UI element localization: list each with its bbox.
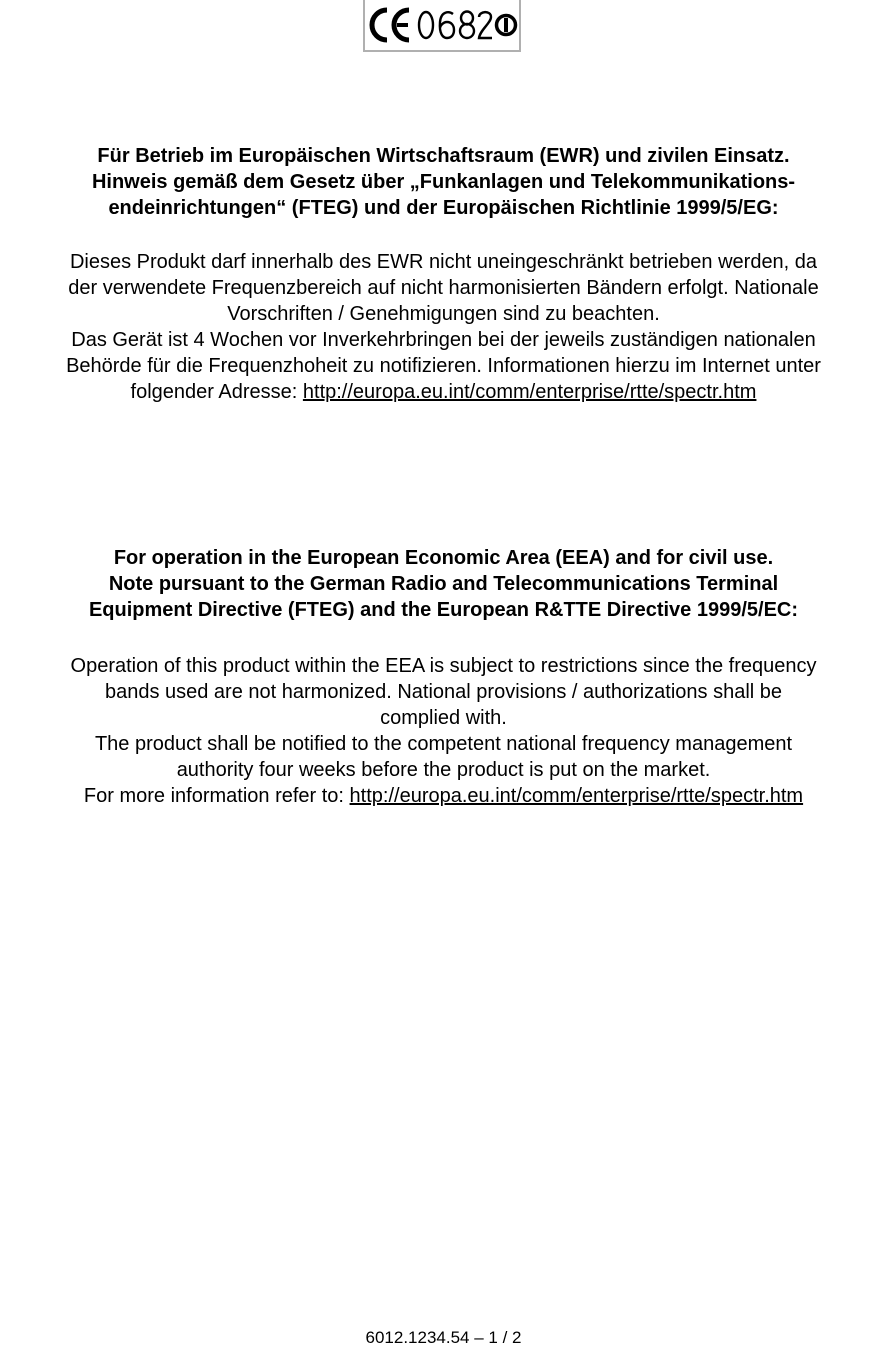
english-body-line: Operation of this product within the EEA is subject to restrictions since the frequency	[70, 655, 817, 677]
english-heading	[0, 545, 887, 623]
german-heading-line: Für Betrieb im Europäischen Wirtschaftsraum (EWR) und zivilen Einsatz.	[97, 145, 790, 167]
english-body	[0, 653, 887, 809]
ce-mark-icon	[365, 0, 519, 50]
english-address-prefix: For more information refer to:	[83, 785, 350, 807]
english-body-line: bands used are not harmonized. National provisions / authorizations shall be	[104, 681, 783, 703]
english-body-line: The product shall be notified to the competent national frequency management	[94, 733, 793, 755]
german-heading-line: Hinweis gemäß dem Gesetz über „Funkanlagen und Telekommunikations-	[91, 171, 796, 193]
english-body-line: complied with.	[380, 707, 507, 729]
ce-mark-logo	[363, 0, 521, 52]
german-body	[0, 249, 887, 405]
german-address-line	[0, 379, 887, 405]
document-number-footer: 6012.1234.54 – 1 / 2	[365, 1328, 522, 1347]
english-address-line	[0, 783, 887, 809]
german-body-line: der verwendete Frequenzbereich auf nicht harmonisierten Bändern erfolgt. Nationale	[68, 277, 819, 299]
german-heading	[0, 143, 887, 221]
german-address-prefix: folgender Adresse:	[130, 381, 303, 403]
english-heading-line: For operation in the European Economic Area (EEA) and for civil use.	[113, 547, 774, 569]
german-body-line: Das Gerät ist 4 Wochen vor Inverkehrbringen bei der jeweils zuständigen nationalen	[71, 329, 816, 351]
english-heading-line: Note pursuant to the German Radio and Telecommunications Terminal	[108, 573, 779, 595]
german-body-line: Behörde für die Frequenzhoheit zu notifizieren. Informationen hierzu im Internet unter	[66, 355, 821, 377]
english-heading-line: Equipment Directive (FTEG) and the European R&TTE Directive 1999/5/EC:	[88, 599, 799, 621]
german-heading-line: endeinrichtungen“ (FTEG) und der Europäischen Richtlinie 1999/5/EG:	[108, 197, 779, 219]
english-body-line: authority four weeks before the product is put on the market.	[176, 759, 711, 781]
german-spectrum-link[interactable]: http://europa.eu.int/comm/enterprise/rtte/spectr.htm	[302, 381, 757, 403]
german-body-line: Dieses Produkt darf innerhalb des EWR nicht uneingeschränkt betrieben werden, da	[69, 251, 818, 273]
english-spectrum-link[interactable]: http://europa.eu.int/comm/enterprise/rtte/spectr.htm	[349, 785, 804, 807]
german-body-line: Vorschriften / Genehmigungen sind zu beachten.	[227, 303, 660, 325]
